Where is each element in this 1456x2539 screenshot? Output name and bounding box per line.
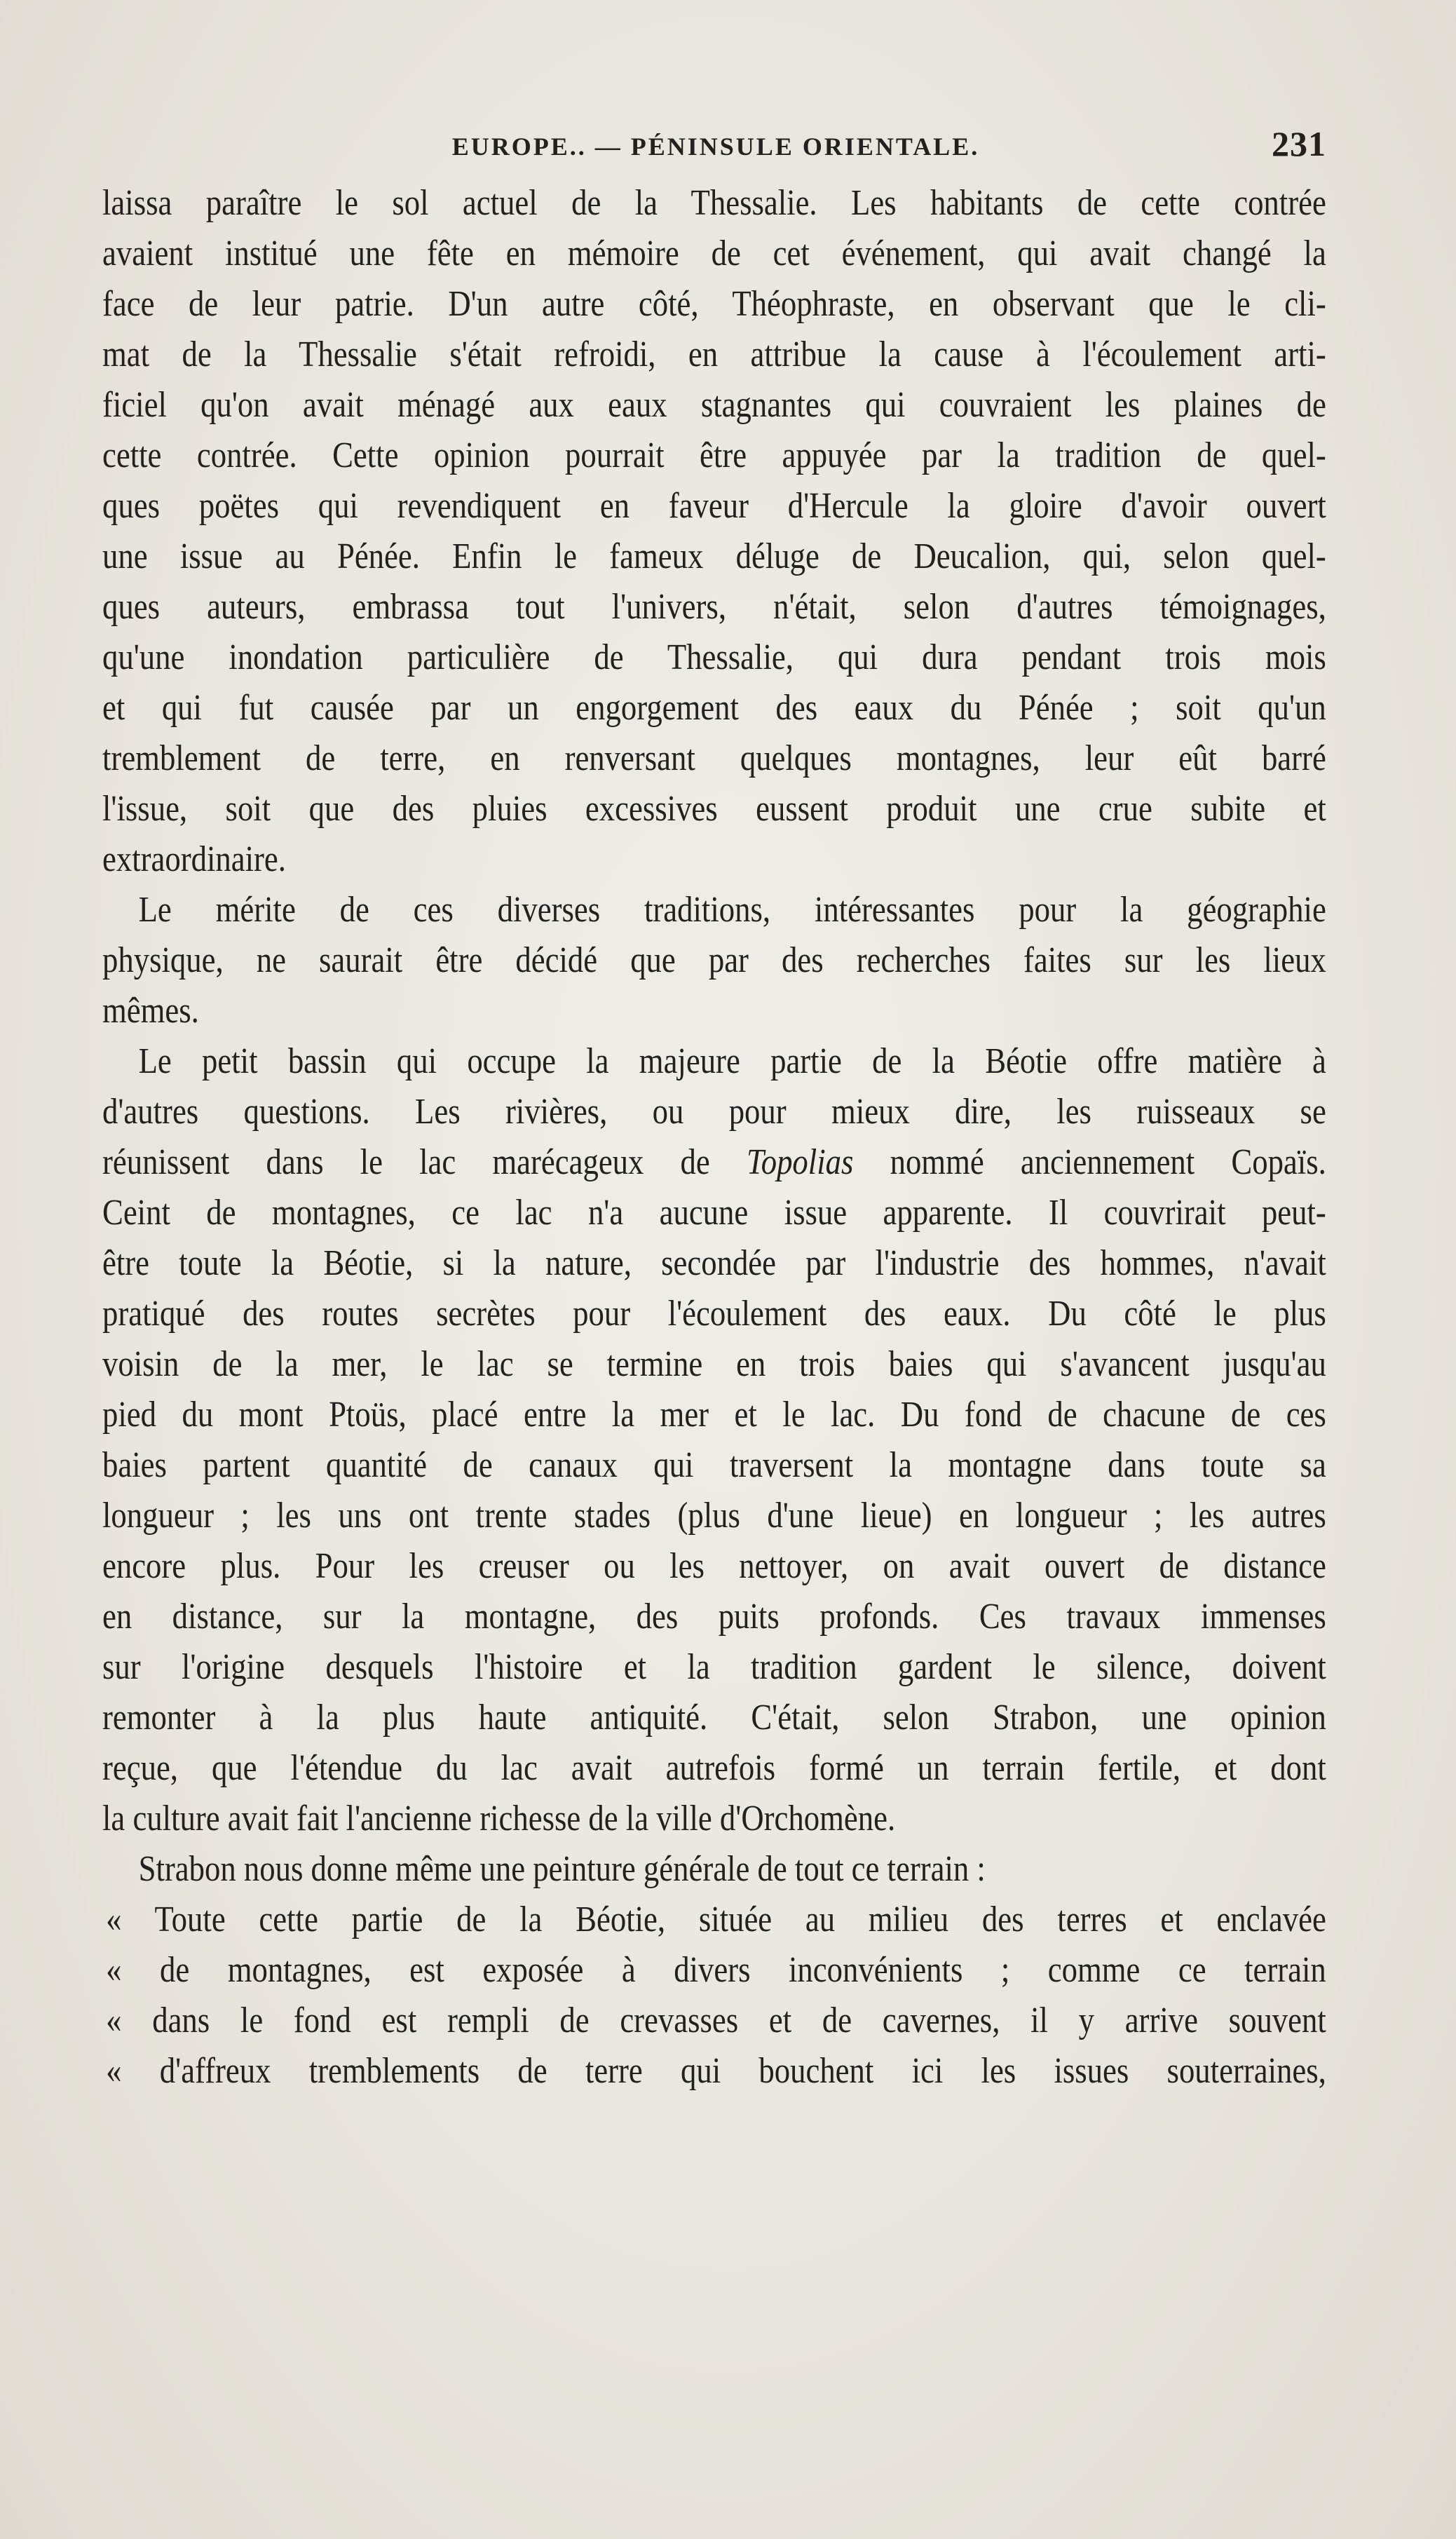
text-line: pratiqué des routes secrètes pour l'écoulement des eaux. Du côté le plus [102,1294,1326,1334]
text-line: cette contrée. Cette opinion pourrait être appuyée par la tradition de quel- [102,435,1326,475]
running-head: EUROPE.. — PÉNINSULE ORIENTALE. [451,133,980,161]
text-line: physique, ne saurait être décidé que par des recherches faites sur les lieux [102,940,1326,980]
text-line: encore plus. Pour les creuser ou les nettoyer, on avait ouvert de distance [102,1546,1326,1586]
text-line: pied du mont Ptoüs, placé entre la mer et le lac. Du fond de chacune de ces [102,1395,1326,1435]
text-segment: nommé anciennement Copaïs. [853,1142,1326,1182]
text-line: Ceint de montagnes, ce lac n'a aucune issue apparente. Il couvrirait peut- [102,1193,1326,1233]
italic-place-name: Topolias [746,1142,854,1182]
text-line: la culture avait fait l'ancienne richesse de la ville d'Orchomène. [102,1799,896,1839]
page-number: 231 [1272,124,1326,163]
text-line: ques auteurs, embrassa tout l'univers, n'était, selon d'autres témoignages, [102,587,1326,627]
text-line: ficiel qu'on avait ménagé aux eaux stagnantes qui couvraient les plaines de [102,385,1326,425]
body-text [102,178,1326,2097]
text-line [102,1137,1326,1188]
text-line: et qui fut causée par un engorgement des eaux du Pénée ; soit qu'un [102,688,1326,728]
page-header [105,123,1326,172]
text-line: extraordinaire. [102,839,286,879]
quote-line: « dans le fond est rempli de crevasses et de cavernes, il y arrive souvent [106,2000,1326,2040]
text-line: laissa paraître le sol actuel de la Thessalie. Les habitants de cette contrée [102,183,1326,223]
text-line: mêmes. [102,991,199,1031]
text-line: qu'une inondation particulière de Thessalie, qui dura pendant trois mois [102,637,1326,677]
text-line: ques poëtes qui revendiquent en faveur d'Hercule la gloire d'avoir ouvert [102,486,1326,526]
quote-line: « Toute cette partie de la Béotie, située au milieu des terres et enclavée [106,1900,1326,1939]
text-line: avaient institué une fête en mémoire de cet événement, qui avait changé la [102,233,1326,273]
text-line: longueur ; les uns ont trente stades (plus d'une lieue) en longueur ; les autres [102,1496,1326,1536]
text-line: une issue au Pénée. Enfin le fameux déluge de Deucalion, qui, selon quel- [102,536,1326,576]
quote-line: « de montagnes, est exposée à divers inconvénients ; comme ce terrain [106,1950,1326,1990]
text-line: face de leur patrie. D'un autre côté, Théophraste, en observant que le cli- [102,284,1326,324]
text-line: d'autres questions. Les rivières, ou pour mieux dire, les ruisseaux se [102,1092,1326,1132]
text-line: Le mérite de ces diverses traditions, intéressantes pour la géographie [138,890,1326,930]
text-segment: réunissent dans le lac marécageux de [102,1142,747,1182]
quote-line: « d'affreux tremblements de terre qui bouchent ici les issues souterraines, [106,2051,1326,2091]
text-line: Strabon nous donne même une peinture générale de tout ce terrain : [138,1849,986,1889]
text-line: Le petit bassin qui occupe la majeure partie de la Béotie offre matière à [138,1041,1326,1081]
text-line: être toute la Béotie, si la nature, secondée par l'industrie des hommes, n'avait [102,1243,1326,1283]
text-line: en distance, sur la montagne, des puits profonds. Ces travaux immenses [102,1597,1326,1637]
text-line: remonter à la plus haute antiquité. C'était, selon Strabon, une opinion [102,1698,1326,1738]
text-line: tremblement de terre, en renversant quelques montagnes, leur eût barré [102,738,1326,778]
text-line: baies partent quantité de canaux qui traversent la montagne dans toute sa [102,1445,1326,1485]
text-line: voisin de la mer, le lac se termine en trois baies qui s'avancent jusqu'au [102,1344,1326,1384]
text-line: mat de la Thessalie s'était refroidi, en attribue la cause à l'écoulement arti- [102,334,1326,374]
text-line: l'issue, soit que des pluies excessives eussent produit une crue subite et [102,789,1326,829]
text-line: reçue, que l'étendue du lac avait autrefois formé un terrain fertile, et dont [102,1748,1326,1788]
text-line: sur l'origine desquels l'histoire et la tradition gardent le silence, doivent [102,1647,1326,1687]
